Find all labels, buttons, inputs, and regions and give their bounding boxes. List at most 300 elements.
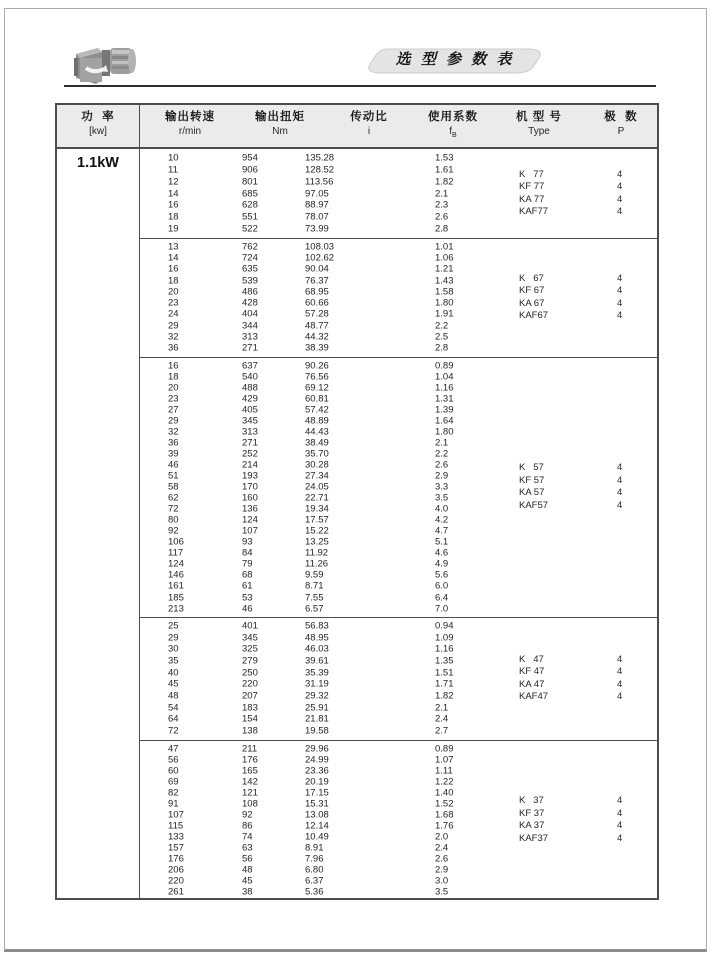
cell-ratio: 78.07 xyxy=(305,211,329,223)
cell-service-factor: 1.64 xyxy=(435,415,454,427)
poles-value: 4 xyxy=(617,691,623,702)
table-row xyxy=(57,393,657,404)
cell-service-factor: 5.1 xyxy=(435,536,449,548)
cell-service-factor: 6.0 xyxy=(435,580,449,592)
cell-service-factor: 1.07 xyxy=(435,754,454,765)
cell-speed: 64 xyxy=(168,713,179,725)
cell-ratio: 19.34 xyxy=(305,503,329,515)
type-label: KA 67 xyxy=(519,297,545,309)
cell-torque: 107 xyxy=(242,525,258,537)
cell-service-factor: 1.21 xyxy=(435,263,454,275)
cell-torque: 193 xyxy=(242,470,258,482)
cell-service-factor: 2.1 xyxy=(435,702,449,714)
cell-service-factor: 4.0 xyxy=(435,503,449,515)
cell-torque: 313 xyxy=(242,331,258,343)
cell-torque: 93 xyxy=(242,536,253,548)
cell-ratio: 44.32 xyxy=(305,331,329,343)
cell-speed: 62 xyxy=(168,492,179,504)
type-row xyxy=(519,285,659,298)
power-label-zh: 功 率 xyxy=(81,111,115,123)
cell-speed: 46 xyxy=(168,459,179,471)
cell-speed: 16 xyxy=(168,199,179,211)
cell-torque: 279 xyxy=(242,655,258,667)
type-label: KAF77 xyxy=(519,206,549,217)
cell-speed: 133 xyxy=(168,831,184,842)
cell-service-factor: 4.2 xyxy=(435,514,449,526)
cell-service-factor: 1.51 xyxy=(435,667,454,679)
cell-ratio: 113.56 xyxy=(305,176,334,188)
cell-torque: 325 xyxy=(242,643,258,655)
cell-torque: 142 xyxy=(242,776,258,787)
cell-speed: 91 xyxy=(168,798,179,809)
cell-ratio: 76.37 xyxy=(305,275,329,287)
cell-speed: 115 xyxy=(168,820,184,831)
type-label: KAF67 xyxy=(519,310,549,321)
cell-service-factor: 1.71 xyxy=(435,678,454,690)
cell-ratio: 38.39 xyxy=(305,342,329,354)
cell-speed: 45 xyxy=(168,678,179,690)
cell-service-factor: 1.53 xyxy=(435,152,454,164)
type-label: KA 77 xyxy=(519,193,545,205)
cell-torque: 86 xyxy=(242,820,253,831)
cell-torque: 428 xyxy=(242,297,258,309)
poles-value: 4 xyxy=(617,297,623,309)
cell-speed: 20 xyxy=(168,286,179,298)
cell-ratio: 13.25 xyxy=(305,536,329,548)
cell-service-factor: 1.43 xyxy=(435,275,454,287)
cell-ratio: 48.89 xyxy=(305,415,329,427)
cell-speed: 10 xyxy=(168,152,179,164)
table-row xyxy=(57,886,657,897)
cell-torque: 74 xyxy=(242,831,253,842)
cell-ratio: 88.97 xyxy=(305,199,329,211)
cell-torque: 906 xyxy=(242,164,258,176)
speed-label-zh: 输出转速 xyxy=(165,111,215,123)
cell-service-factor: 3.5 xyxy=(435,886,449,897)
torque-unit: Nm xyxy=(272,126,288,137)
type-row xyxy=(519,462,659,475)
table-row xyxy=(57,559,657,570)
cell-service-factor: 2.1 xyxy=(435,188,449,199)
cell-ratio: 17.15 xyxy=(305,787,329,798)
cell-speed: 29 xyxy=(168,320,179,332)
type-label: KA 47 xyxy=(519,678,545,690)
cell-torque: 539 xyxy=(242,275,258,287)
cell-service-factor: 1.04 xyxy=(435,371,454,383)
cell-service-factor: 2.6 xyxy=(435,853,449,864)
cell-ratio: 60.81 xyxy=(305,393,329,405)
cell-torque: 344 xyxy=(242,320,258,332)
cell-speed: 146 xyxy=(168,569,184,581)
cell-torque: 313 xyxy=(242,426,258,438)
table-body xyxy=(57,149,657,898)
type-label: KF 67 xyxy=(519,285,545,296)
cell-speed: 92 xyxy=(168,525,179,537)
type-label: K 67 xyxy=(519,272,544,284)
cell-ratio: 48.95 xyxy=(305,632,329,644)
table-row xyxy=(57,620,657,632)
type-block xyxy=(519,273,659,323)
title-badge xyxy=(362,48,548,74)
cell-service-factor: 1.76 xyxy=(435,820,454,831)
table-row xyxy=(57,570,657,581)
cell-torque: 56 xyxy=(242,853,253,864)
cell-speed: 54 xyxy=(168,702,179,714)
cell-torque: 61 xyxy=(242,580,253,592)
cell-ratio: 6.37 xyxy=(305,875,324,886)
column-header-torque xyxy=(241,105,319,147)
cell-service-factor: 2.4 xyxy=(435,713,449,725)
cell-ratio: 39.61 xyxy=(305,655,329,667)
cell-speed: 16 xyxy=(168,263,179,275)
cell-speed: 72 xyxy=(168,503,179,515)
column-header-service-factor xyxy=(403,105,503,147)
cell-ratio: 8.71 xyxy=(305,580,324,592)
cell-speed: 69 xyxy=(168,776,179,787)
cell-torque: 211 xyxy=(242,743,258,754)
cell-service-factor: 2.2 xyxy=(435,320,449,332)
cell-ratio: 48.77 xyxy=(305,320,329,332)
cell-service-factor: 0.94 xyxy=(435,620,454,632)
poles-value: 4 xyxy=(617,285,623,296)
column-header-speed xyxy=(139,105,241,147)
poles-value: 4 xyxy=(617,653,623,665)
cell-ratio: 108.03 xyxy=(305,241,335,253)
cell-speed: 56 xyxy=(168,754,179,765)
cell-service-factor: 7.0 xyxy=(435,603,449,615)
table-row xyxy=(57,632,657,644)
cell-ratio: 20.19 xyxy=(305,776,329,787)
factor-unit: $f_B$ xyxy=(449,126,457,139)
cell-torque: 121 xyxy=(242,787,258,798)
cell-speed: 29 xyxy=(168,632,179,644)
cell-ratio: 19.58 xyxy=(305,725,329,737)
gear-group-KAF47 xyxy=(57,617,657,740)
cell-service-factor: 1.61 xyxy=(435,164,454,176)
cell-service-factor: 1.06 xyxy=(435,252,454,264)
cell-speed: 18 xyxy=(168,371,179,383)
cell-ratio: 24.05 xyxy=(305,481,329,493)
table-row xyxy=(57,152,657,164)
cell-ratio: 6.57 xyxy=(305,603,324,615)
cell-service-factor: 2.3 xyxy=(435,199,449,211)
cell-ratio: 15.31 xyxy=(305,798,329,809)
table-row xyxy=(57,765,657,776)
table-row xyxy=(57,404,657,415)
cell-torque: 522 xyxy=(242,223,258,235)
cell-speed: 11 xyxy=(168,164,178,176)
type-label: K 47 xyxy=(519,653,544,665)
table-row xyxy=(57,853,657,864)
cell-torque: 160 xyxy=(242,492,258,504)
table-header xyxy=(57,105,657,149)
type-row xyxy=(519,194,659,207)
cell-speed: 29 xyxy=(168,415,179,427)
poles-value: 4 xyxy=(617,807,623,819)
cell-torque: 154 xyxy=(242,713,258,725)
type-row xyxy=(519,273,659,286)
cell-speed: 40 xyxy=(168,667,179,679)
table-row xyxy=(57,776,657,787)
poles-value: 4 xyxy=(617,310,623,321)
cell-ratio: 128.52 xyxy=(305,164,335,176)
poles-value: 4 xyxy=(617,272,623,284)
cell-speed: 80 xyxy=(168,514,179,526)
cell-ratio: 7.96 xyxy=(305,853,324,864)
cell-speed: 25 xyxy=(168,620,179,632)
cell-torque: 628 xyxy=(242,199,258,211)
cell-torque: 637 xyxy=(242,360,258,372)
table-row xyxy=(57,360,657,371)
cell-service-factor: 1.16 xyxy=(435,643,454,655)
cell-service-factor: 2.0 xyxy=(435,831,449,842)
table-row xyxy=(57,437,657,448)
cell-speed: 18 xyxy=(168,211,179,223)
cell-torque: 124 xyxy=(242,514,258,526)
cell-torque: 405 xyxy=(242,404,258,416)
cell-torque: 271 xyxy=(242,437,258,449)
cell-ratio: 17.57 xyxy=(305,514,329,526)
cell-speed: 176 xyxy=(168,853,184,864)
type-label: KA 37 xyxy=(519,820,545,831)
type-row xyxy=(519,500,659,513)
type-row xyxy=(519,833,659,846)
cell-service-factor: 2.6 xyxy=(435,459,449,471)
cell-ratio: 30.28 xyxy=(305,459,329,471)
cell-speed: 36 xyxy=(168,437,179,449)
cell-torque: 138 xyxy=(242,725,258,737)
cell-speed: 48 xyxy=(168,690,179,702)
cell-speed: 27 xyxy=(168,404,179,416)
cell-torque: 252 xyxy=(242,448,258,460)
cell-speed: 18 xyxy=(168,275,179,287)
cell-speed: 261 xyxy=(168,886,184,897)
table-row xyxy=(57,714,657,726)
column-header-power xyxy=(57,105,139,147)
cell-service-factor: 2.1 xyxy=(435,437,449,449)
cell-torque: 53 xyxy=(242,592,253,603)
type-label: KF 77 xyxy=(519,181,545,192)
type-row xyxy=(519,679,659,692)
cell-ratio: 27.34 xyxy=(305,470,329,482)
type-row xyxy=(519,487,659,500)
cell-speed: 124 xyxy=(168,558,184,570)
cell-torque: 401 xyxy=(242,620,258,632)
poles-value: 4 xyxy=(617,832,623,844)
cell-torque: 488 xyxy=(242,382,258,394)
type-row xyxy=(519,298,659,311)
cell-torque: 801 xyxy=(242,176,258,188)
poles-value: 4 xyxy=(617,820,623,831)
cell-torque: 345 xyxy=(242,415,258,427)
cell-service-factor: 4.7 xyxy=(435,525,449,537)
cell-service-factor: 1.16 xyxy=(435,382,454,394)
type-label: K 57 xyxy=(519,462,544,473)
type-row xyxy=(519,666,659,679)
table-row xyxy=(57,743,657,754)
cell-service-factor: 2.9 xyxy=(435,470,449,482)
cell-ratio: 31.19 xyxy=(305,678,329,690)
table-row xyxy=(57,864,657,875)
cell-speed: 19 xyxy=(168,223,179,235)
cell-speed: 117 xyxy=(168,547,184,559)
cell-ratio: 11.92 xyxy=(305,547,329,559)
table-row xyxy=(57,371,657,382)
cell-service-factor: 1.11 xyxy=(435,765,453,776)
type-block xyxy=(519,462,659,512)
cell-ratio: 13.08 xyxy=(305,809,329,820)
cell-speed: 47 xyxy=(168,743,179,754)
cell-service-factor: 2.8 xyxy=(435,342,449,354)
cell-service-factor: 1.31 xyxy=(435,393,454,405)
cell-speed: 30 xyxy=(168,643,179,655)
cell-speed: 16 xyxy=(168,360,179,372)
cell-service-factor: 2.6 xyxy=(435,211,449,223)
cell-speed: 36 xyxy=(168,342,179,354)
cell-service-factor: 1.39 xyxy=(435,404,454,416)
type-block xyxy=(519,169,659,219)
cell-speed: 72 xyxy=(168,725,179,737)
type-row xyxy=(519,169,659,182)
cell-torque: 46 xyxy=(242,603,253,615)
cell-ratio: 44.43 xyxy=(305,426,329,438)
cell-ratio: 29.96 xyxy=(305,743,329,754)
cell-torque: 84 xyxy=(242,547,253,559)
cell-ratio: 11.26 xyxy=(305,558,329,570)
table-row xyxy=(57,725,657,737)
ratio-unit: i xyxy=(367,126,371,137)
cell-ratio: 7.55 xyxy=(305,592,324,603)
cell-torque: 48 xyxy=(242,864,253,875)
type-label: KF 37 xyxy=(519,807,545,819)
cell-service-factor: 1.68 xyxy=(435,809,454,820)
cell-ratio: 76.56 xyxy=(305,371,329,383)
cell-ratio: 69.12 xyxy=(305,382,329,394)
cell-torque: 108 xyxy=(242,798,258,809)
cell-torque: 207 xyxy=(242,690,258,702)
type-row xyxy=(519,691,659,704)
type-label: KAF37 xyxy=(519,832,549,844)
cell-torque: 486 xyxy=(242,286,258,298)
cell-ratio: 21.81 xyxy=(305,713,329,725)
speed-unit: r/min xyxy=(178,126,202,137)
cell-service-factor: 1.80 xyxy=(435,297,454,309)
cell-service-factor: 2.2 xyxy=(435,448,449,460)
cell-speed: 35 xyxy=(168,655,179,667)
table-row xyxy=(57,448,657,459)
cell-torque: 68 xyxy=(242,569,253,581)
cell-service-factor: 1.40 xyxy=(435,787,454,798)
cell-service-factor: 3.5 xyxy=(435,492,449,504)
cell-speed: 60 xyxy=(168,765,179,776)
gear-group-KAF67 xyxy=(57,238,657,357)
cell-speed: 13 xyxy=(168,241,179,253)
poles-value: 4 xyxy=(617,666,623,677)
type-row xyxy=(519,206,659,219)
type-label: K 77 xyxy=(519,168,544,180)
poles-label-zh: 极 数 xyxy=(604,111,638,123)
cell-service-factor: 0.89 xyxy=(435,743,454,754)
cell-speed: 161 xyxy=(168,580,184,592)
poles-value: 4 xyxy=(617,795,623,806)
cell-speed: 14 xyxy=(168,188,179,199)
cell-torque: 540 xyxy=(242,371,258,383)
cell-service-factor: 2.4 xyxy=(435,842,449,853)
cell-ratio: 15.22 xyxy=(305,525,329,537)
cell-ratio: 24.99 xyxy=(305,754,329,765)
cell-speed: 206 xyxy=(168,864,184,875)
cell-service-factor: 2.8 xyxy=(435,223,449,235)
cell-ratio: 12.14 xyxy=(305,820,329,831)
poles-value: 4 xyxy=(617,181,623,192)
cell-service-factor: 1.58 xyxy=(435,286,454,298)
factor-label-zh: 使用系数 xyxy=(428,111,478,123)
cell-torque: 250 xyxy=(242,667,258,679)
table-row xyxy=(57,382,657,393)
cell-service-factor: 1.80 xyxy=(435,426,454,438)
table-row xyxy=(57,241,657,252)
cell-ratio: 57.42 xyxy=(305,404,329,416)
cell-ratio: 9.59 xyxy=(305,569,324,581)
table-row xyxy=(57,515,657,526)
table-row xyxy=(57,537,657,548)
cell-ratio: 8.91 xyxy=(305,842,324,853)
gear-group-KAF37 xyxy=(57,740,657,900)
poles-value: 4 xyxy=(617,168,623,180)
cell-service-factor: 1.01 xyxy=(435,241,454,253)
cell-service-factor: 2.9 xyxy=(435,864,449,875)
cell-service-factor: 1.22 xyxy=(435,776,454,787)
cell-ratio: 46.03 xyxy=(305,643,329,655)
table-row xyxy=(57,223,657,235)
cell-speed: 157 xyxy=(168,842,184,853)
table-row xyxy=(57,343,657,354)
cell-torque: 136 xyxy=(242,503,258,515)
cell-service-factor: 4.9 xyxy=(435,558,449,570)
type-unit: Type xyxy=(528,126,550,137)
type-label: KF 57 xyxy=(519,474,545,486)
cell-torque: 63 xyxy=(242,842,253,853)
poles-value: 4 xyxy=(617,193,623,205)
type-label: KA 57 xyxy=(519,487,545,498)
cell-speed: 220 xyxy=(168,875,184,886)
cell-ratio: 6.80 xyxy=(305,864,324,875)
cell-service-factor: 1.35 xyxy=(435,655,454,667)
cell-torque: 165 xyxy=(242,765,258,776)
cell-ratio: 73.99 xyxy=(305,223,329,235)
cell-speed: 185 xyxy=(168,592,184,603)
table-row xyxy=(57,548,657,559)
type-label: KF 47 xyxy=(519,666,545,677)
table-row xyxy=(57,603,657,614)
cell-service-factor: 5.6 xyxy=(435,569,449,581)
torque-label-zh: 输出扭矩 xyxy=(255,111,305,123)
table-row xyxy=(57,581,657,592)
cell-torque: 220 xyxy=(242,678,258,690)
ratio-label-zh: 传动比 xyxy=(350,111,388,123)
type-row xyxy=(519,808,659,821)
type-label-zh: 机 型 号 xyxy=(516,111,562,123)
poles-value: 4 xyxy=(617,474,623,486)
cell-ratio: 5.36 xyxy=(305,886,324,897)
cell-torque: 429 xyxy=(242,393,258,405)
poles-value: 4 xyxy=(617,499,623,511)
poles-value: 4 xyxy=(617,206,623,217)
cell-speed: 23 xyxy=(168,297,179,309)
cell-ratio: 97.05 xyxy=(305,188,329,199)
type-row xyxy=(519,181,659,194)
type-block xyxy=(519,654,659,704)
